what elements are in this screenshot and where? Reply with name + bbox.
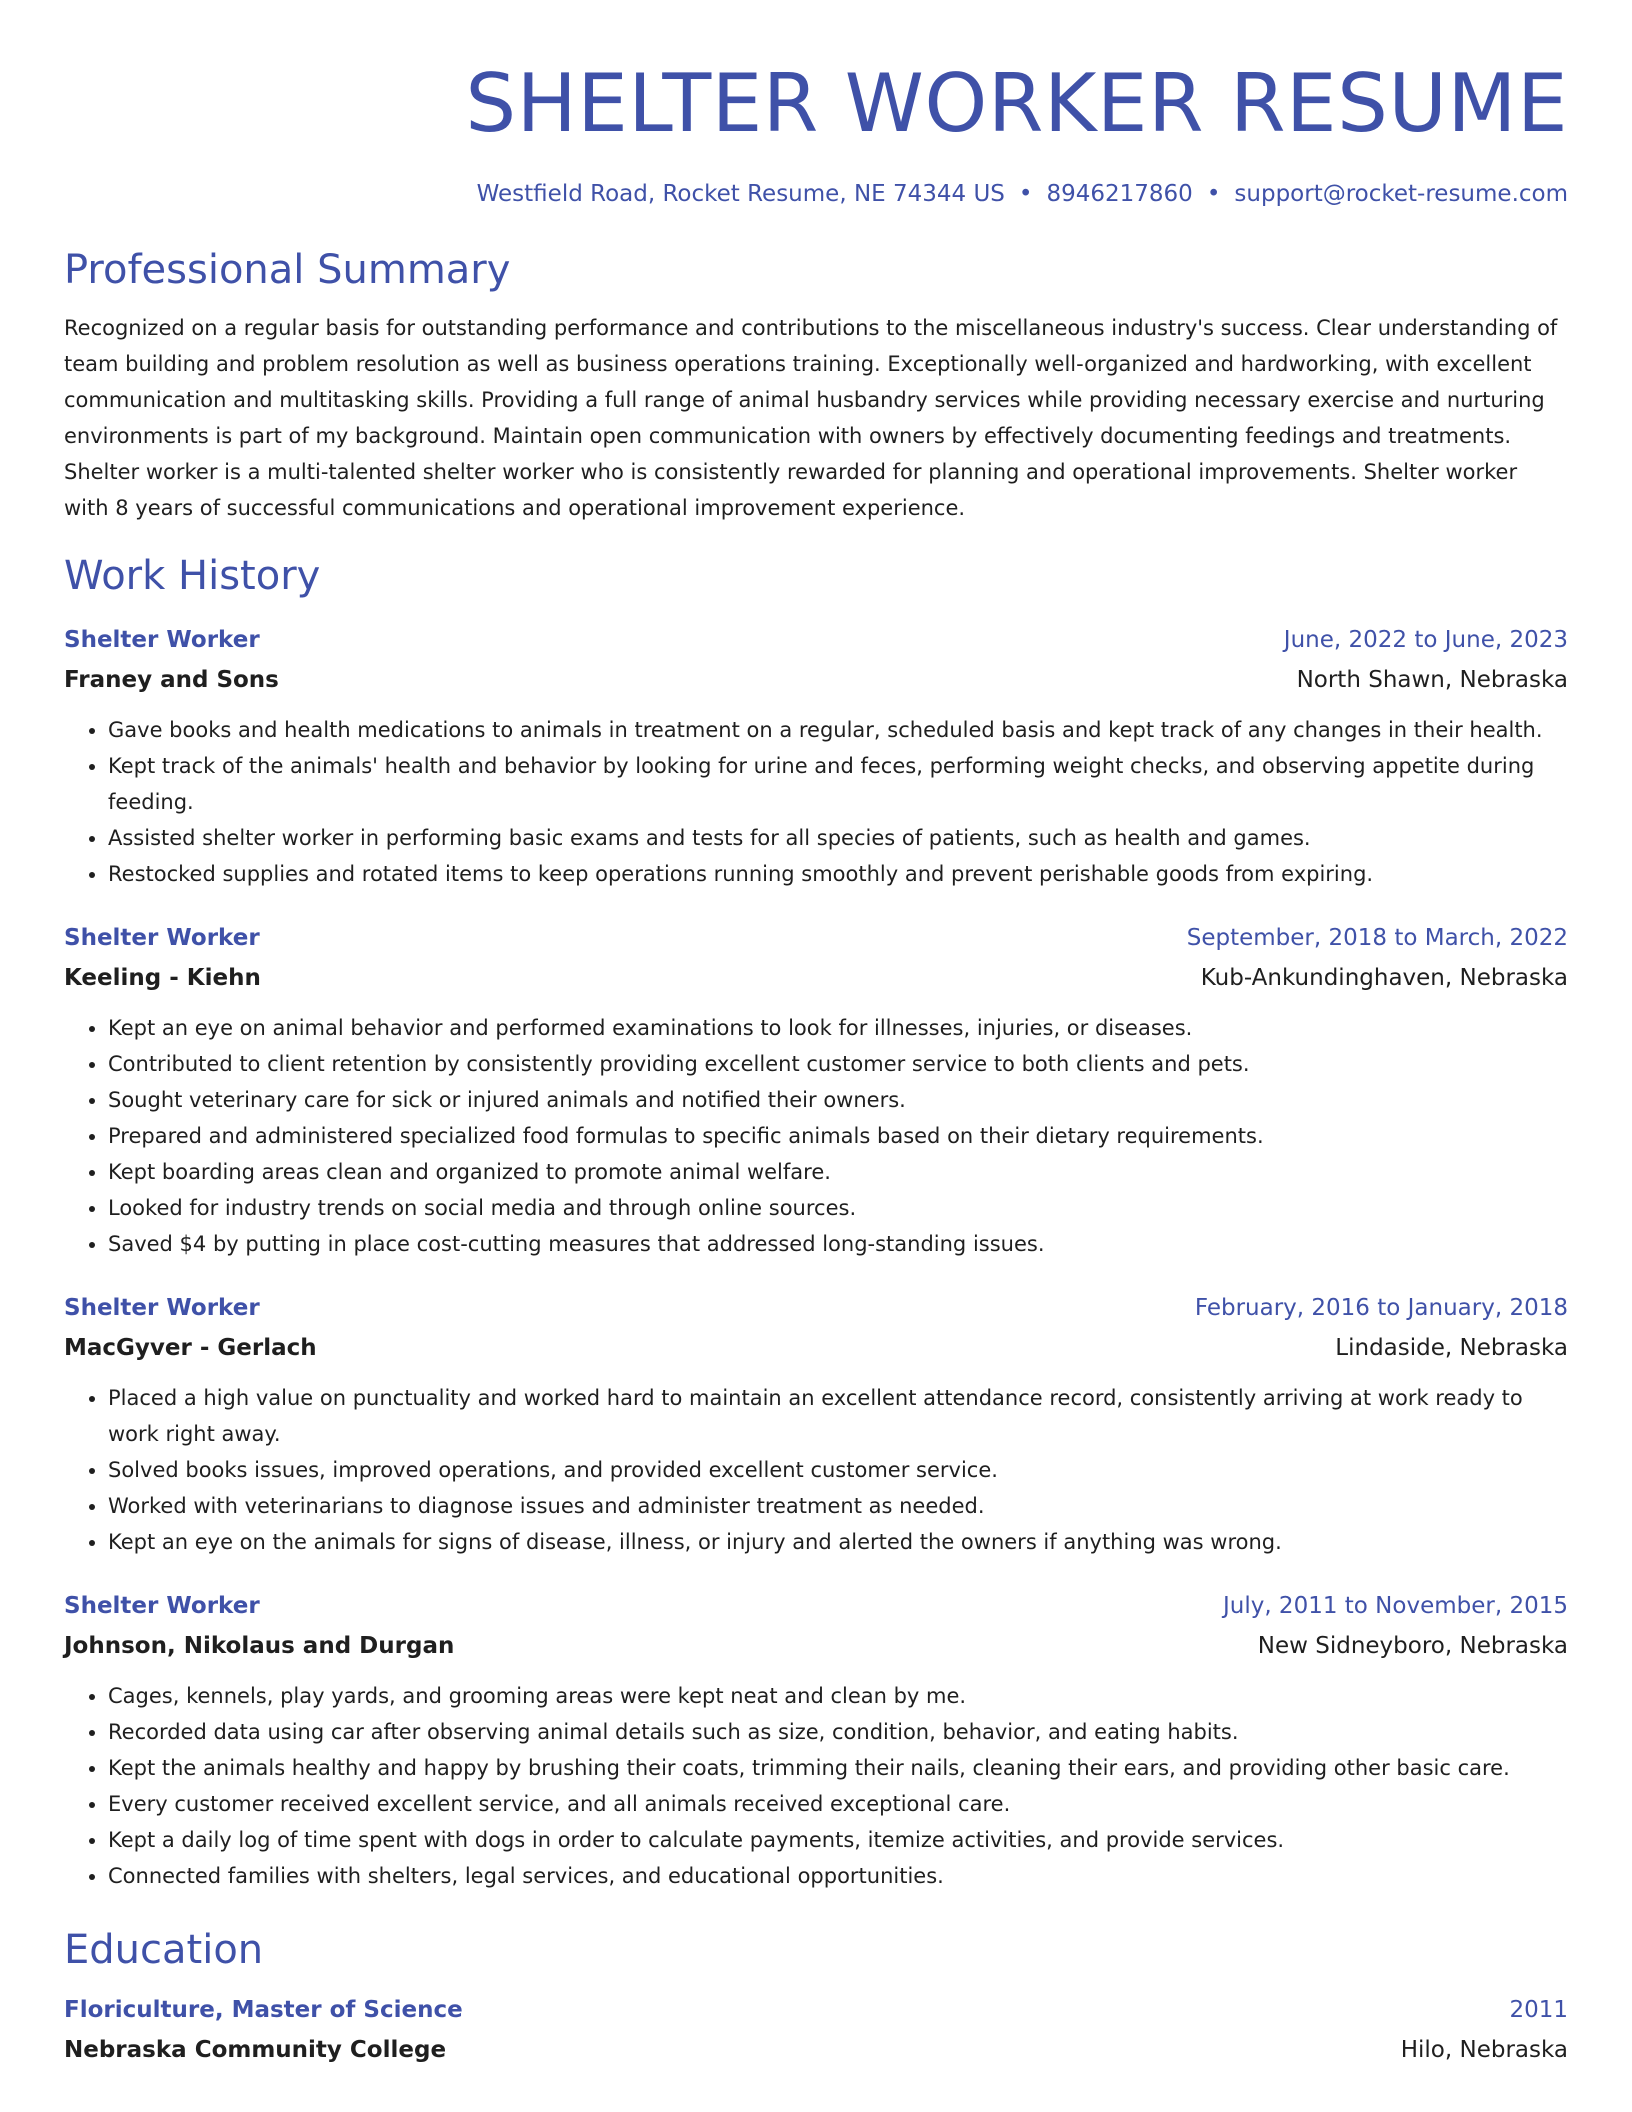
degree: Floriculture, Master of Science <box>64 1997 463 2023</box>
contact-line <box>64 178 1568 210</box>
company-name: Franey and Sons <box>64 667 279 693</box>
job-company-row <box>64 664 1568 696</box>
job-bullet: • Recorded data using car after observing animal details such as size, condition, behavior, and eating habits. <box>108 1714 1568 1750</box>
job-bullet: • Kept the animals healthy and happy by brushing their coats, trimming their nails, cleaning their ears, and providing other basic care. <box>108 1750 1568 1786</box>
work-history-heading: Work History <box>64 553 321 599</box>
school-name: Nebraska Community College <box>64 2037 447 2063</box>
job-header-row <box>64 1292 1568 1324</box>
job-bullet: • Solved books issues, improved operations, and provided excellent customer service. <box>108 1452 1568 1488</box>
job-entry <box>64 1590 1568 1894</box>
education-list <box>64 1994 1568 2066</box>
contact-address: Westfield Road, Rocket Resume, NE 74344 US <box>476 181 1005 207</box>
contact-phone: 8946217860 <box>1046 181 1193 207</box>
job-bullet: • Contributed to client retention by consistently providing excellent customer service to both clients and pets. <box>108 1046 1568 1082</box>
contact-separator: • <box>1018 181 1033 207</box>
job-bullet: • Kept track of the animals' health and behavior by looking for urine and feces, performing weight checks, and observing appetite during feeding. <box>108 748 1568 820</box>
resume-page <box>64 0 1568 2066</box>
job-bullet: • Gave books and health medications to animals in treatment on a regular, scheduled basis and kept track of any changes in their health. <box>108 712 1568 748</box>
education-school-row <box>64 2034 1568 2066</box>
job-bullet: • Kept an eye on animal behavior and performed examinations to look for illnesses, injuries, or diseases. <box>108 1010 1568 1046</box>
job-bullet: • Kept a daily log of time spent with dogs in order to calculate payments, itemize activities, and provide services. <box>108 1822 1568 1858</box>
job-location: Kub-Ankundinghaven, Nebraska <box>1200 965 1568 991</box>
graduation-year: 2011 <box>1509 1997 1568 2023</box>
job-location: North Shawn, Nebraska <box>1296 667 1568 693</box>
job-bullet: • Looked for industry trends on social media and through online sources. <box>108 1190 1568 1226</box>
job-dates: July, 2011 to November, 2015 <box>1222 1593 1568 1619</box>
work-history-list <box>64 624 1568 1894</box>
contact-separator: • <box>1206 181 1221 207</box>
job-bullet: • Connected families with shelters, legal services, and educational opportunities. <box>108 1858 1568 1894</box>
job-title: Shelter Worker <box>64 1295 260 1321</box>
job-location: Lindaside, Nebraska <box>1335 1335 1568 1361</box>
job-bullet-list <box>64 712 1568 892</box>
job-header-row <box>64 1590 1568 1622</box>
job-company-row <box>64 962 1568 994</box>
job-dates: February, 2016 to January, 2018 <box>1194 1295 1568 1321</box>
job-bullet: • Assisted shelter worker in performing basic exams and tests for all species of patients, such as health and games. <box>108 820 1568 856</box>
job-company-row <box>64 1630 1568 1662</box>
job-entry <box>64 624 1568 892</box>
job-title: Shelter Worker <box>64 925 260 951</box>
job-entry <box>64 1292 1568 1560</box>
job-bullet: • Prepared and administered specialized food formulas to specific animals based on their dietary requirements. <box>108 1118 1568 1154</box>
job-bullet: • Saved $4 by putting in place cost-cutting measures that addressed long-standing issues. <box>108 1226 1568 1262</box>
job-bullet: • Cages, kennels, play yards, and grooming areas were kept neat and clean by me. <box>108 1678 1568 1714</box>
summary-heading: Professional Summary <box>64 247 511 293</box>
contact-email: support@rocket-resume.com <box>1234 181 1568 207</box>
job-title: Shelter Worker <box>64 627 260 653</box>
job-bullet: • Every customer received excellent service, and all animals received exceptional care. <box>108 1786 1568 1822</box>
job-bullet: • Restocked supplies and rotated items to keep operations running smoothly and prevent perishable goods from expiring. <box>108 856 1568 892</box>
job-dates: June, 2022 to June, 2023 <box>1283 627 1568 653</box>
job-location: New Sidneyboro, Nebraska <box>1257 1633 1568 1659</box>
job-header-row <box>64 624 1568 656</box>
education-entry <box>64 1994 1568 2066</box>
job-bullet: • Sought veterinary care for sick or injured animals and notified their owners. <box>108 1082 1568 1118</box>
job-entry <box>64 922 1568 1262</box>
summary-text: Recognized on a regular basis for outstanding performance and contributions to the miscellaneous industry's success. Clear understanding of team building and problem resolution as well as business operations training. Exceptionally well-organized and hardworking, with excellent communication and multitasking skills. Providing a full range of animal husbandry services while providing necessary exercise and nurturing environments is part of my background. Maintain open communication with owners by effectively documenting feedings and treatments. Shelter worker is a multi-talented shelter worker who is consistently rewarded for planning and operational improvements. Shelter worker with 8 years of successful communications and operational improvement experience. <box>64 316 1558 520</box>
job-header-row <box>64 922 1568 954</box>
job-dates: September, 2018 to March, 2022 <box>1186 925 1568 951</box>
education-header-row <box>64 1994 1568 2026</box>
company-name: MacGyver - Gerlach <box>64 1335 317 1361</box>
education-heading: Education <box>64 1927 264 1973</box>
job-bullet-list <box>64 1678 1568 1894</box>
job-company-row <box>64 1332 1568 1364</box>
job-bullet: • Placed a high value on punctuality and worked hard to maintain an excellent attendance record, consistently arriving at work ready to work right away. <box>108 1380 1568 1452</box>
job-bullet: • Kept boarding areas clean and organized to promote animal welfare. <box>108 1154 1568 1190</box>
company-name: Keeling - Kiehn <box>64 965 261 991</box>
job-title: Shelter Worker <box>64 1593 260 1619</box>
company-name: Johnson, Nikolaus and Durgan <box>64 1633 455 1659</box>
school-location: Hilo, Nebraska <box>1400 2037 1568 2063</box>
job-bullet-list <box>64 1380 1568 1560</box>
job-bullet: • Worked with veterinarians to diagnose issues and administer treatment as needed. <box>108 1488 1568 1524</box>
job-bullet: • Kept an eye on the animals for signs of disease, illness, or injury and alerted the owners if anything was wrong. <box>108 1524 1568 1560</box>
job-bullet-list <box>64 1010 1568 1262</box>
resume-title: SHELTER WORKER RESUME <box>465 57 1568 150</box>
